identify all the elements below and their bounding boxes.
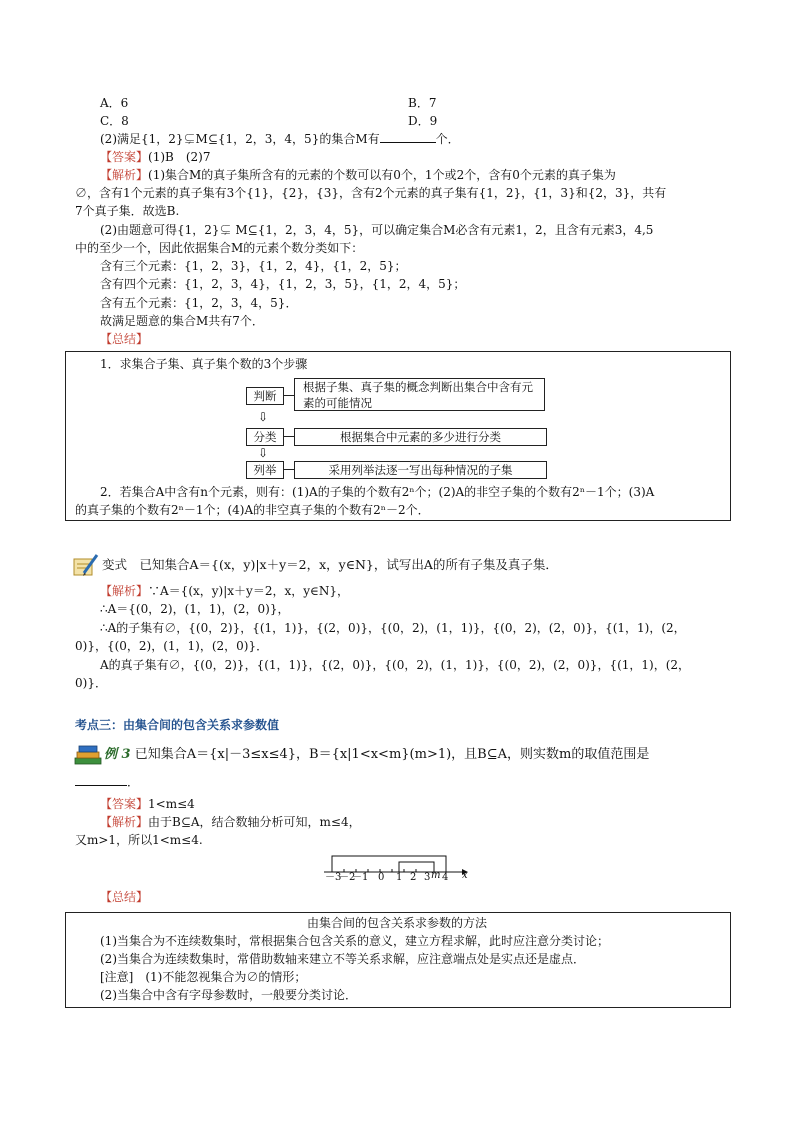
example-3-blank-line: ． <box>75 773 139 791</box>
answer-blank <box>380 130 436 143</box>
variant-analysis-4: 0)}，{(0，2)，(1，1)，(2，0)}． <box>75 639 269 653</box>
analysis-line-6: 含有三个元素：{1，2，3}，{1，2，4}，{1，2，5}； <box>100 259 407 273</box>
summary-1-p2a: 2．若集合A中含有n个元素，则有：(1)A的子集的个数有2ⁿ个；(2)A的非空子集的个数有2ⁿ－1个；(3)A <box>100 485 655 499</box>
number-line-diagram <box>322 852 472 886</box>
analysis-line-4: (2)由题意可得{1，2}⊊ M⊆{1，2，3，4，5}，可以确定集合M必含有元素1，2，且含有元素3，4,5 <box>100 223 654 237</box>
analysis-line-9: 故满足题意的集合M共有7个． <box>100 314 264 328</box>
answer-tag: 【答案】 <box>100 797 149 811</box>
answer-blank <box>75 773 127 786</box>
axis-tick-label: 3 <box>424 872 431 883</box>
analysis-line-5: 中的至少一个，因此依据集合M的元素个数分类如下： <box>75 241 364 255</box>
example-3-answer: 【答案】1<m≤4 <box>100 797 195 811</box>
analysis-tag: 【解析】 <box>100 815 149 829</box>
variant-analysis-1: 【解析】∵A＝{(x，y)|x＋y＝2，x，y∈N}， <box>100 584 350 598</box>
option-d: D．9 <box>408 114 438 128</box>
section-3-title: 考点三：由集合间的包含关系求参数值 <box>75 718 280 732</box>
step-desc-classify: 根据集合中元素的多少进行分类 <box>294 428 547 446</box>
summary-2-line-1: (1)当集合为不连续数集时，常根据集合包含关系的意义，建立方程求解，此时应注意分类讨论； <box>100 934 610 948</box>
analysis-tag: 【解析】 <box>100 584 149 598</box>
axis-tick-label: －3 <box>325 872 342 883</box>
axis-tick-label: －1 <box>352 872 369 883</box>
summary-2-line-2: (2)当集合为连续数集时，常借助数轴来建立不等关系求解，应注意端点处是实点还是虚点． <box>100 952 586 966</box>
example-label: 例 3 <box>104 747 131 762</box>
analysis-line-7: 含有四个元素：{1，2，3，4}，{1，2，3，5}，{1，2，4，5}； <box>100 277 466 291</box>
analysis-tag: 【解析】 <box>100 168 149 182</box>
axis-tick-label: 1 <box>396 872 403 883</box>
example-3-analysis-2: 又m>1，所以1<m≤4. <box>75 833 203 847</box>
pencil-note-icon <box>72 553 100 580</box>
variant-analysis-3: ∴A的子集有∅，{(0，2)}，{(1，1)}，{(2，0)}，{(0，2)，(1，1)}，{(0，2)，(2，0)}，{(1，1)，(2， <box>100 621 686 635</box>
connector-line <box>284 436 294 437</box>
example-3-question: 例 3 已知集合A＝{x|－3≤x≤4}，B＝{x|1<x<m}(m>1)，且B⊆A，则实数m的取值范围是 <box>104 747 650 762</box>
summary-1-title: 1．求集合子集、真子集个数的3个步骤 <box>100 357 308 371</box>
variant-analysis-5: A的真子集有∅，{(0，2)}，{(1，1)}，{(2，0)}，{(0，2)，(1，1)}，{(0，2)，(2，0)}，{(1，1)，(2， <box>100 658 691 672</box>
variant-analysis-2: ∴A＝{(0，2)，(1，1)，(2，0)}， <box>100 602 290 616</box>
analysis-line-1: 【解析】(1)集合M的真子集所含有的元素的个数可以有0个，1个或2个，含有0个元素的真子集为 <box>100 168 616 182</box>
axis-tick-label: 4 <box>442 872 449 883</box>
step-box-judge: 判断 <box>246 387 284 405</box>
axis-tick-label: 2 <box>410 872 417 883</box>
down-arrow-icon: ⇩ <box>258 410 269 424</box>
connector-line <box>284 469 294 470</box>
summary-2-line-3: [注意] (1)不能忽视集合为∅的情形； <box>100 970 307 984</box>
answer-line: 【答案】(1)B (2)7 <box>100 150 211 164</box>
question-2: (2)满足{1，2}⊊M⊆{1，2，3，4，5}的集合M有 个． <box>100 132 460 146</box>
analysis-line-3: 7个真子集．故选B. <box>75 204 180 218</box>
analysis-line-2: ∅，含有1个元素的真子集有3个{1}，{2}，{3}，含有2个元素的真子集有{1，2}，{1，3}和{2，3}，共有 <box>75 186 667 200</box>
axis-tick-label: 0 <box>378 872 385 883</box>
step-box-classify: 分类 <box>246 428 284 446</box>
variant-question: 变式 已知集合A＝{(x，y)|x＋y＝2，x，y∈N}，试写出A的所有子集及真子集． <box>102 557 558 572</box>
axis-tick-label: m <box>431 870 441 881</box>
step-box-list: 列举 <box>246 461 284 479</box>
summary-tag: 【总结】 <box>100 890 149 904</box>
axis-label: x <box>462 870 468 881</box>
books-icon <box>73 742 103 769</box>
summary-2-line-4: (2)当集合中含有字母参数时，一般要分类讨论． <box>100 988 357 1002</box>
analysis-line-8: 含有五个元素：{1，2，3，4，5}． <box>100 296 298 310</box>
axis-tick-label: －2 <box>339 872 356 883</box>
connector-line <box>284 395 294 396</box>
option-a: A．6 <box>100 96 129 110</box>
summary-2-title: 由集合间的包含关系求参数的方法 <box>306 916 487 930</box>
variant-analysis-6: 0)}． <box>75 676 107 690</box>
option-c: C．8 <box>100 114 129 128</box>
summary-tag: 【总结】 <box>100 332 149 346</box>
down-arrow-icon: ⇩ <box>258 446 269 460</box>
summary-1-p2b: 的真子集的个数有2ⁿ－1个；(4)A的非空真子集的个数有2ⁿ－2个． <box>75 503 430 517</box>
answer-tag: 【答案】 <box>100 150 149 164</box>
example-3-analysis-1: 【解析】由于B⊆A，结合数轴分析可知，m≤4， <box>100 815 361 829</box>
step-desc-list: 采用列举法逐一写出每种情况的子集 <box>294 461 547 479</box>
step-desc-judge: 根据子集、真子集的概念判断出集合中含有元素的可能情况 <box>294 378 545 411</box>
option-b: B．7 <box>408 96 437 110</box>
